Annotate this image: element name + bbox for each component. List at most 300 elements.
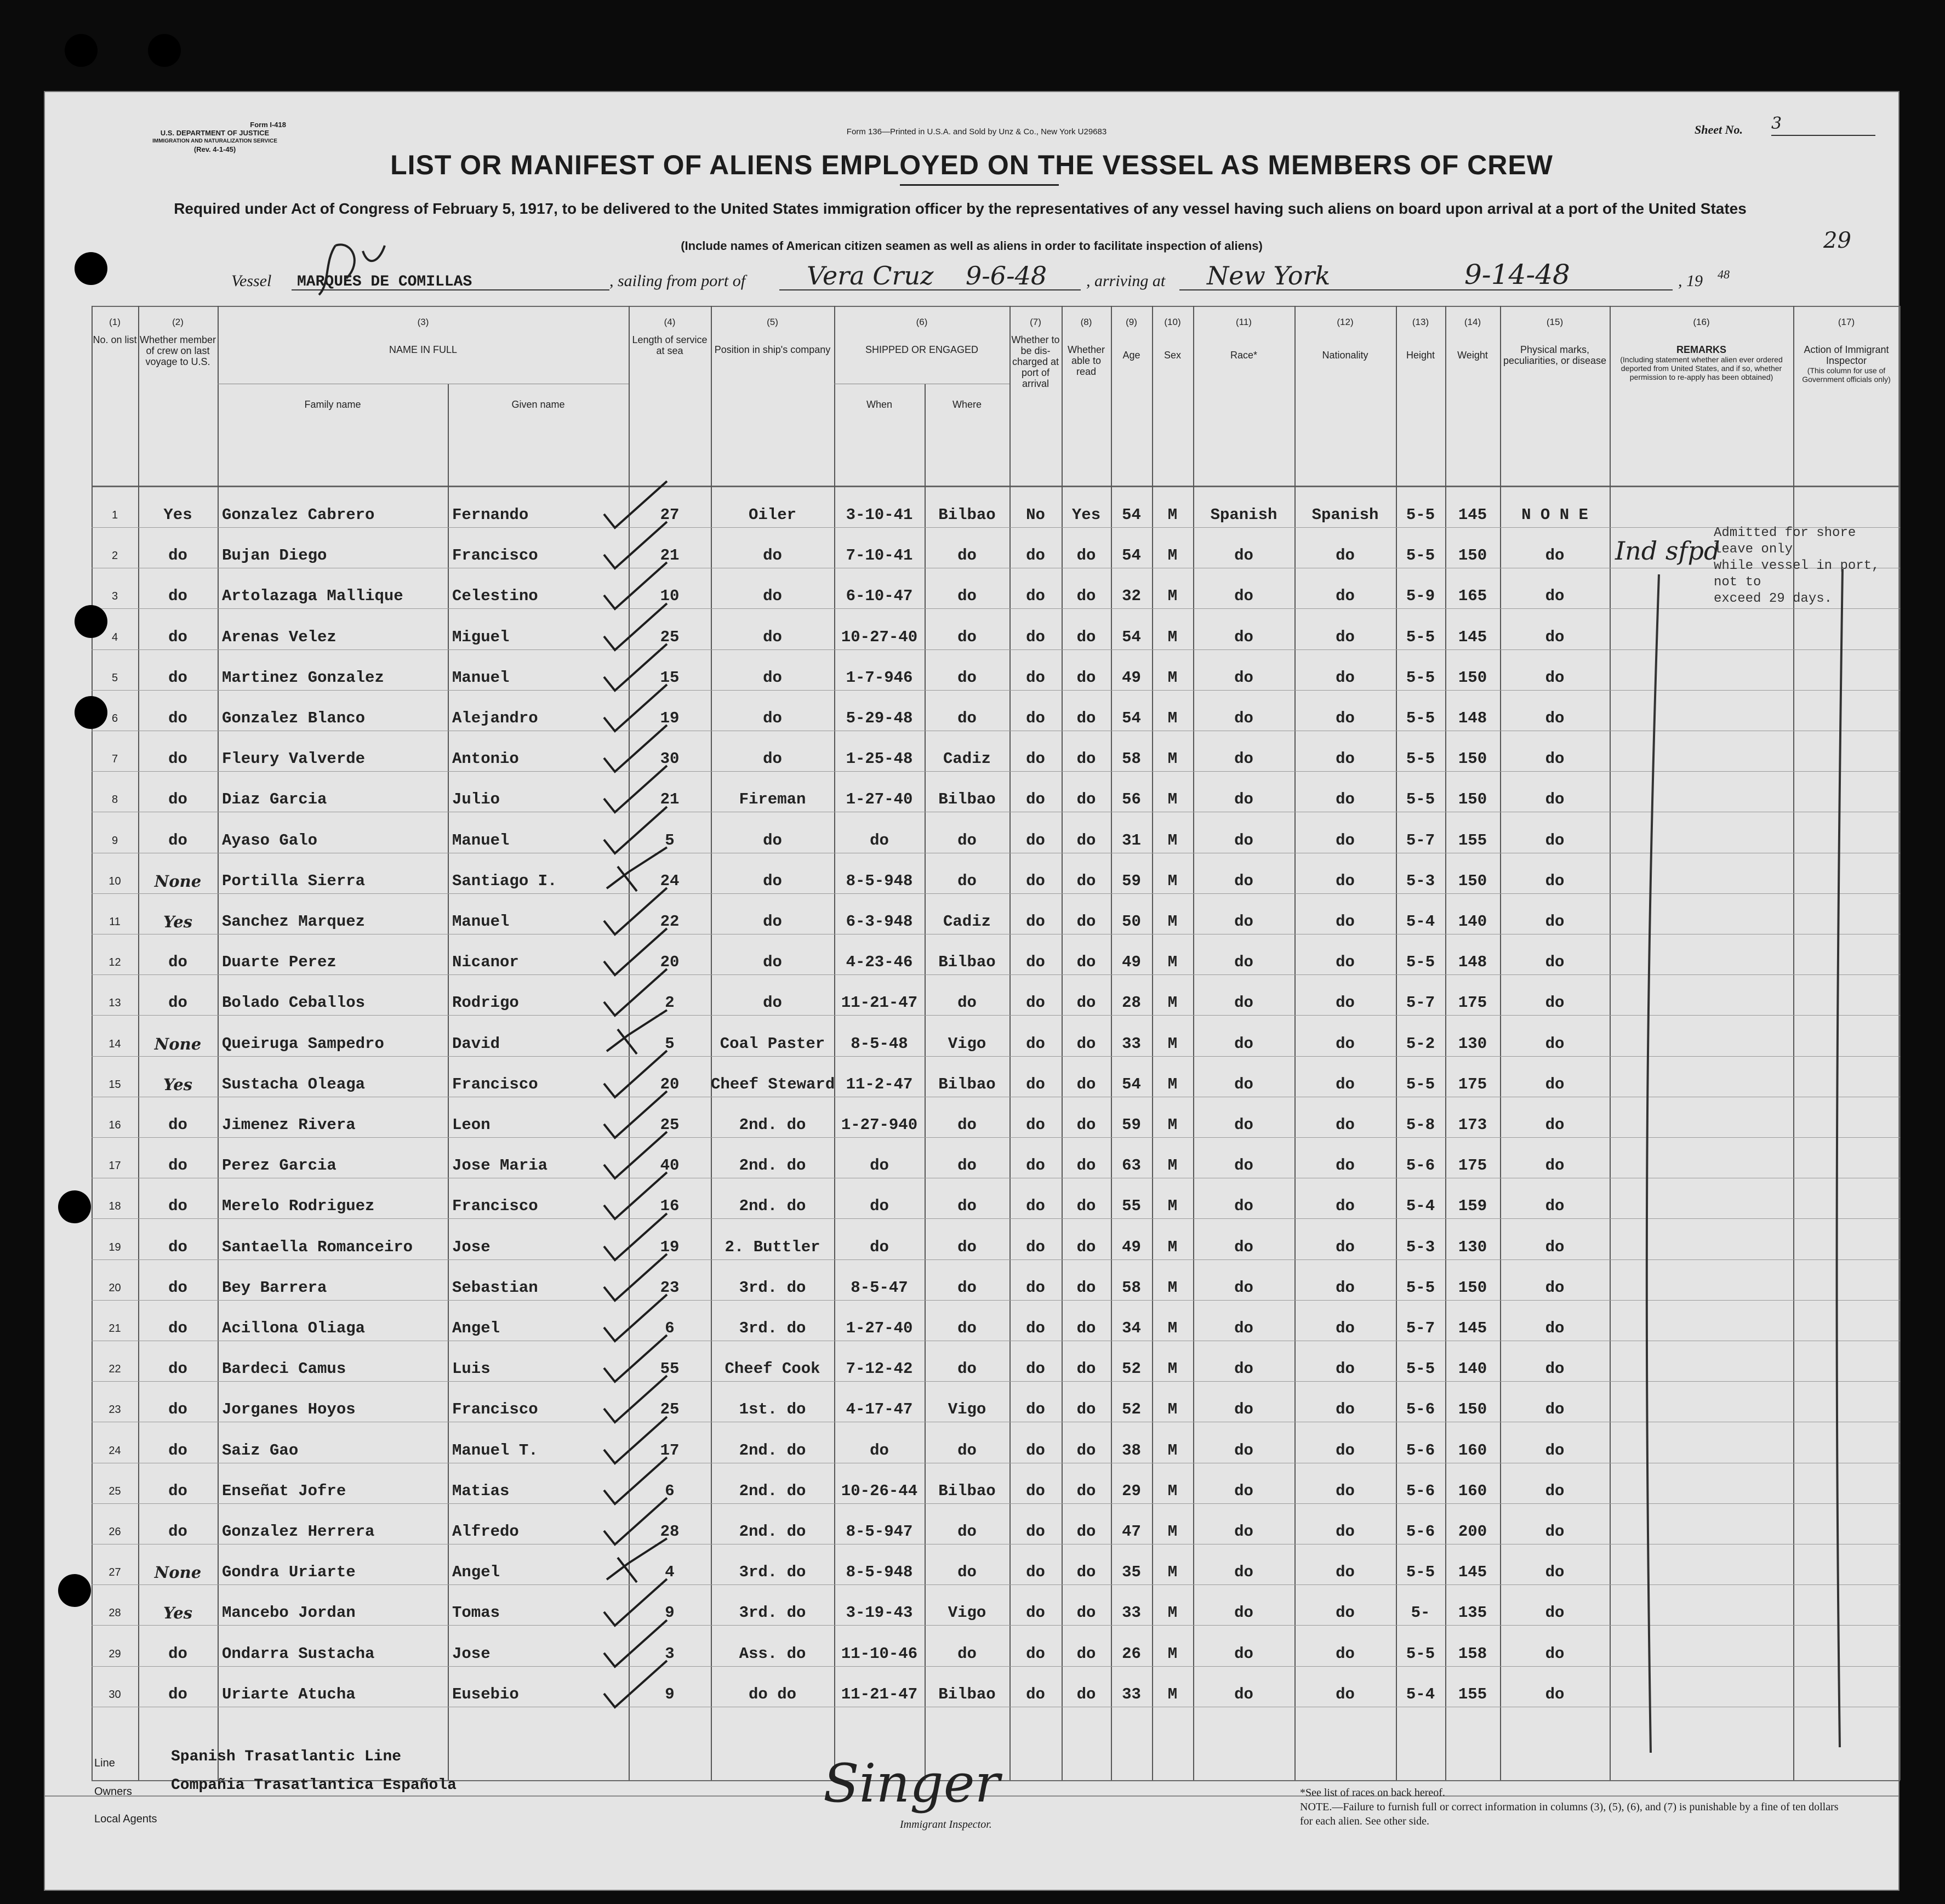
row-13-nationality: do <box>1336 994 1355 1012</box>
row-12-race: do <box>1234 953 1253 972</box>
col-header-no <box>92 317 138 345</box>
row-19-prev: do <box>168 1238 187 1256</box>
row-22-where: do <box>957 1360 977 1378</box>
row-13-weight: 175 <box>1458 994 1487 1012</box>
row-20-read: do <box>1076 1278 1096 1297</box>
manifest-sheet <box>45 92 1898 1890</box>
row-3-prev: do <box>168 587 187 606</box>
row-14-where: Vigo <box>948 1034 986 1053</box>
row-16-age: 59 <box>1122 1116 1141 1134</box>
row-24-position: 2nd. do <box>739 1441 806 1460</box>
row-12-family: Duarte Perez <box>222 953 336 972</box>
row-29-read: do <box>1076 1644 1096 1663</box>
col-num: (14) <box>1464 317 1481 327</box>
row-27-when: 8-5-948 <box>846 1563 913 1582</box>
row-13-prev: do <box>168 994 187 1012</box>
row-10-weight: 150 <box>1458 871 1487 890</box>
col-sublabel: (This column for use of Government officials only) <box>1802 366 1891 384</box>
row-6-no: 6 <box>111 712 118 725</box>
year-suffix: 48 <box>1718 267 1730 281</box>
footer-owners-label: Owners <box>94 1786 132 1798</box>
col-header-inspector <box>1793 317 1900 384</box>
punch-hole <box>75 605 107 638</box>
row-24-marks: do <box>1545 1441 1565 1460</box>
row-6-age: 54 <box>1122 709 1141 727</box>
row-28-position: 3rd. do <box>739 1604 806 1622</box>
sheet-number: 3 <box>1771 114 1782 133</box>
row-14-weight: 130 <box>1458 1034 1487 1053</box>
row-17-age: 63 <box>1122 1156 1141 1175</box>
row-rule <box>92 893 1900 894</box>
col-label: Whether member of crew on last voyage to U.S. <box>139 334 216 367</box>
footer-owners-value: Compañia Trasatlantica Española <box>171 1777 457 1794</box>
row-22-weight: 140 <box>1458 1360 1487 1378</box>
row-27-given: Angel <box>452 1563 500 1582</box>
col-label: Length of service at sea <box>632 334 708 356</box>
row-9-age: 31 <box>1122 831 1141 850</box>
row-13-length: 2 <box>665 994 675 1012</box>
row-27-marks: do <box>1545 1563 1565 1582</box>
row-30-check-mark <box>596 1655 672 1715</box>
row-8-height: 5-5 <box>1406 790 1435 809</box>
row-26-discharged: do <box>1026 1523 1045 1541</box>
row-21-read: do <box>1076 1319 1096 1337</box>
row-18-length: 16 <box>660 1197 680 1216</box>
sheet-number-underline <box>1771 135 1875 136</box>
row-5-discharged: do <box>1026 668 1045 687</box>
row-9-discharged: do <box>1026 831 1045 850</box>
row-10-position: do <box>763 871 782 890</box>
row-25-position: 2nd. do <box>739 1481 806 1500</box>
row-12-position: do <box>763 953 782 972</box>
agency-block <box>144 121 286 153</box>
row-14-position: Coal Paster <box>720 1034 825 1053</box>
year-prefix: , 19 <box>1678 272 1703 290</box>
row-25-no: 25 <box>109 1485 121 1497</box>
row-24-height: 5-6 <box>1406 1441 1435 1460</box>
row-21-no: 21 <box>109 1322 121 1335</box>
printer-line: Form 136—Printed in U.S.A. and Sold by Unz & Co., New York U29683 <box>846 127 1107 136</box>
row-10-marks: do <box>1545 871 1565 890</box>
row-8-discharged: do <box>1026 790 1045 809</box>
inspector-signature: Singer <box>823 1753 1000 1814</box>
row-15-position: Cheef Steward <box>711 1075 835 1093</box>
row-26-age: 47 <box>1122 1523 1141 1541</box>
row-12-marks: do <box>1545 953 1565 972</box>
row-11-given: Manuel <box>452 913 510 931</box>
row-2-position: do <box>763 546 782 565</box>
remarks-line-1: Admitted for shore leave only <box>1714 526 1856 557</box>
row-9-prev: do <box>168 831 187 850</box>
row-27-family: Gondra Uriarte <box>222 1563 356 1582</box>
row-2-marks: do <box>1545 546 1565 565</box>
col-header-family: Family name <box>304 399 361 410</box>
remarks-handwritten: Ind sfpd <box>1615 536 1720 566</box>
row-rule <box>92 1625 1900 1626</box>
row-3-race: do <box>1234 587 1253 606</box>
footer-note-fine: NOTE.—Failure to furnish full or correct information in columns (3), (5), (6), and (7) is punishable by a fine of ten dollars for each alien. See other side. <box>1300 1801 1839 1827</box>
row-20-height: 5-5 <box>1406 1278 1435 1297</box>
agency-line-2: IMMIGRATION AND NATURALIZATION SERVICE <box>152 138 277 144</box>
row-13-no: 13 <box>109 997 121 1010</box>
row-5-age: 49 <box>1122 668 1141 687</box>
row-6-read: do <box>1076 709 1096 727</box>
row-6-discharged: do <box>1026 709 1045 727</box>
row-24-age: 38 <box>1122 1441 1141 1460</box>
row-30-discharged: do <box>1026 1685 1045 1703</box>
row-29-where: do <box>957 1644 977 1663</box>
row-15-read: do <box>1076 1075 1096 1093</box>
row-15-nationality: do <box>1336 1075 1355 1093</box>
row-9-height: 5-7 <box>1406 831 1435 850</box>
footer-line-label: Line <box>94 1757 115 1769</box>
col-num: (9) <box>1126 317 1137 327</box>
row-23-length: 25 <box>660 1400 680 1419</box>
row-11-weight: 140 <box>1458 913 1487 931</box>
col-num: (5) <box>767 317 778 327</box>
row-6-when: 5-29-48 <box>846 709 913 727</box>
row-22-discharged: do <box>1026 1360 1045 1378</box>
vessel-line <box>231 259 1804 294</box>
row-24-length: 17 <box>660 1441 680 1460</box>
row-25-height: 5-6 <box>1406 1481 1435 1500</box>
row-7-family: Fleury Valverde <box>222 750 366 768</box>
row-20-given: Sebastian <box>452 1278 538 1297</box>
row-2-nationality: do <box>1336 546 1355 565</box>
row-24-no: 24 <box>109 1444 121 1457</box>
row-23-prev: do <box>168 1400 187 1419</box>
row-rule <box>92 608 1900 609</box>
col-line <box>448 384 449 1780</box>
row-17-height: 5-6 <box>1406 1156 1435 1175</box>
row-14-given: David <box>452 1034 500 1053</box>
row-26-read: do <box>1076 1523 1096 1541</box>
row-18-read: do <box>1076 1197 1096 1216</box>
row-21-marks: do <box>1545 1319 1565 1337</box>
row-13-when: 11-21-47 <box>841 994 918 1012</box>
row-3-sex: M <box>1167 587 1178 606</box>
row-5-where: do <box>957 668 977 687</box>
row-5-given: Manuel <box>452 668 510 687</box>
row-23-nationality: do <box>1336 1400 1355 1419</box>
row-20-weight: 150 <box>1458 1278 1487 1297</box>
row-rule <box>92 771 1900 772</box>
row-12-discharged: do <box>1026 953 1045 972</box>
arriving-label: , arriving at <box>1086 272 1166 290</box>
row-18-position: 2nd. do <box>739 1197 806 1216</box>
row-3-height: 5-9 <box>1406 587 1435 606</box>
row-rule <box>92 649 1900 650</box>
row-26-family: Gonzalez Herrera <box>222 1523 375 1541</box>
row-rule <box>92 527 1900 528</box>
row-17-family: Perez Garcia <box>222 1156 336 1175</box>
col-num: (11) <box>1236 317 1252 327</box>
row-24-where: do <box>957 1441 977 1460</box>
row-1-position: Oiler <box>748 506 796 524</box>
remarks-line-2: while vessel in port, not to <box>1714 558 1880 590</box>
row-6-family: Gonzalez Blanco <box>222 709 366 727</box>
row-4-no: 4 <box>111 631 118 643</box>
row-10-nationality: do <box>1336 871 1355 890</box>
row-30-no: 30 <box>109 1688 121 1701</box>
row-22-read: do <box>1076 1360 1096 1378</box>
row-24-when: do <box>870 1441 889 1460</box>
row-16-nationality: do <box>1336 1116 1355 1134</box>
row-23-marks: do <box>1545 1400 1565 1419</box>
row-21-when: 1-27-40 <box>846 1319 913 1337</box>
row-1-height: 5-5 <box>1406 506 1435 524</box>
row-28-given: Tomas <box>452 1604 500 1622</box>
row-19-given: Jose <box>452 1238 490 1256</box>
row-rule <box>92 1259 1900 1260</box>
row-18-when: do <box>870 1197 889 1216</box>
row-15-where: Bilbao <box>938 1075 996 1093</box>
row-1-given: Fernando <box>452 506 529 524</box>
row-15-length: 20 <box>660 1075 680 1093</box>
row-28-no: 28 <box>109 1607 121 1620</box>
sailing-label: , sailing from port of <box>609 272 746 290</box>
col-label: Physical marks, peculiarities, or disease <box>1503 344 1607 366</box>
row-4-position: do <box>763 628 782 646</box>
row-19-where: do <box>957 1238 977 1256</box>
row-26-given: Alfredo <box>452 1523 519 1541</box>
row-3-where: do <box>957 587 977 606</box>
row-9-read: do <box>1076 831 1096 850</box>
row-29-weight: 158 <box>1458 1644 1487 1663</box>
col-label: Action of Immigrant Inspector <box>1804 344 1889 366</box>
row-3-position: do <box>763 587 782 606</box>
row-26-when: 8-5-947 <box>846 1523 913 1541</box>
row-16-when: 1-27-940 <box>841 1116 918 1134</box>
row-3-family: Artolazaga Mallique <box>222 587 403 606</box>
row-1-prev: Yes <box>163 506 192 524</box>
row-4-marks: do <box>1545 628 1565 646</box>
sailing-underline <box>779 289 1081 290</box>
row-10-read: do <box>1076 871 1096 890</box>
row-20-position: 3rd. do <box>739 1278 806 1297</box>
row-7-marks: do <box>1545 750 1565 768</box>
row-14-when: 8-5-48 <box>851 1034 908 1053</box>
row-21-discharged: do <box>1026 1319 1045 1337</box>
row-18-prev: do <box>168 1197 187 1216</box>
row-16-read: do <box>1076 1116 1096 1134</box>
row-10-no: 10 <box>109 875 121 887</box>
row-rule <box>92 974 1900 975</box>
row-21-height: 5-7 <box>1406 1319 1435 1337</box>
row-28-sex: M <box>1167 1604 1178 1622</box>
row-rule <box>92 1584 1900 1585</box>
col-label: Position in ship's company <box>714 344 831 355</box>
row-23-no: 23 <box>109 1404 121 1416</box>
punch-hole <box>148 34 181 67</box>
row-9-no: 9 <box>111 834 118 847</box>
row-25-weight: 160 <box>1458 1481 1487 1500</box>
row-27-no: 27 <box>109 1566 121 1579</box>
row-14-nationality: do <box>1336 1034 1355 1053</box>
row-16-position: 2nd. do <box>739 1116 806 1134</box>
row-18-height: 5-4 <box>1406 1197 1435 1216</box>
row-18-discharged: do <box>1026 1197 1045 1216</box>
row-30-prev: do <box>168 1685 187 1703</box>
manifest-subtitle: Required under Act of Congress of February 5, 1917, to be delivered to the United States immigration officer by the representatives of any vessel having such aliens on board upon arrival at a port of the United States <box>174 200 1747 217</box>
col-num: (12) <box>1337 317 1354 327</box>
row-8-position: Fireman <box>739 790 806 809</box>
row-30-sex: M <box>1167 1685 1178 1703</box>
row-30-marks: do <box>1545 1685 1565 1703</box>
row-11-age: 50 <box>1122 913 1141 931</box>
row-1-weight: 145 <box>1458 506 1487 524</box>
row-27-where: do <box>957 1563 977 1582</box>
row-24-prev: do <box>168 1441 187 1460</box>
punch-hole <box>75 696 107 729</box>
row-30-height: 5-4 <box>1406 1685 1435 1703</box>
row-20-nationality: do <box>1336 1278 1355 1297</box>
row-20-when: 8-5-47 <box>851 1278 908 1297</box>
row-22-race: do <box>1234 1360 1253 1378</box>
footer-note-races: *See list of races on back hereof. <box>1300 1787 1445 1799</box>
row-29-discharged: do <box>1026 1644 1045 1663</box>
row-5-weight: 150 <box>1458 668 1487 687</box>
row-1-when: 3-10-41 <box>846 506 913 524</box>
row-24-discharged: do <box>1026 1441 1045 1460</box>
row-20-sex: M <box>1167 1278 1178 1297</box>
row-29-nationality: do <box>1336 1644 1355 1663</box>
row-11-marks: do <box>1545 913 1565 931</box>
row-6-given: Alejandro <box>452 709 538 727</box>
row-11-when: 6-3-948 <box>846 913 913 931</box>
table-header-rule <box>92 486 1900 487</box>
row-27-length: 4 <box>665 1563 675 1582</box>
row-23-family: Jorganes Hoyos <box>222 1400 356 1419</box>
row-16-discharged: do <box>1026 1116 1045 1134</box>
row-3-discharged: do <box>1026 587 1045 606</box>
row-28-read: do <box>1076 1604 1096 1622</box>
col-num: (15) <box>1546 317 1564 327</box>
row-7-given: Antonio <box>452 750 519 768</box>
row-5-race: do <box>1234 668 1253 687</box>
row-27-position: 3rd. do <box>739 1563 806 1582</box>
row-17-given: Jose Maria <box>452 1156 548 1175</box>
row-13-height: 5-7 <box>1406 994 1435 1012</box>
row-1-sex: M <box>1167 506 1178 524</box>
row-2-read: do <box>1076 546 1096 565</box>
row-14-no: 14 <box>109 1037 121 1050</box>
row-25-sex: M <box>1167 1481 1178 1500</box>
row-16-length: 25 <box>660 1116 680 1134</box>
row-5-prev: do <box>168 668 187 687</box>
row-5-height: 5-5 <box>1406 668 1435 687</box>
row-12-height: 5-5 <box>1406 953 1435 972</box>
footer-line-value: Spanish Trasatlantic Line <box>171 1748 402 1765</box>
row-3-nationality: do <box>1336 587 1355 606</box>
row-26-weight: 200 <box>1458 1523 1487 1541</box>
col-num: (16) <box>1693 317 1710 327</box>
row-15-weight: 175 <box>1458 1075 1487 1093</box>
row-13-position: do <box>763 994 782 1012</box>
vessel-label: Vessel <box>231 272 272 290</box>
row-10-length: 24 <box>660 871 680 890</box>
row-19-family: Santaella Romanceiro <box>222 1238 413 1256</box>
row-9-where: do <box>957 831 977 850</box>
ditto-line-remarks <box>1637 569 1670 1758</box>
row-20-prev: do <box>168 1278 187 1297</box>
row-23-when: 4-17-47 <box>846 1400 913 1419</box>
agency-line-1: U.S. DEPARTMENT OF JUSTICE <box>160 129 270 137</box>
row-10-family: Portilla Sierra <box>222 871 366 890</box>
col-header-height <box>1396 317 1445 361</box>
row-22-prev: do <box>168 1360 187 1378</box>
row-21-nationality: do <box>1336 1319 1355 1337</box>
corner-number: 29 <box>1823 228 1851 253</box>
row-24-nationality: do <box>1336 1441 1355 1460</box>
row-29-no: 29 <box>109 1648 121 1660</box>
row-4-discharged: do <box>1026 628 1045 646</box>
row-5-family: Martinez Gonzalez <box>222 668 384 687</box>
row-20-family: Bey Barrera <box>222 1278 327 1297</box>
col-header-sex <box>1152 317 1193 361</box>
row-16-no: 16 <box>109 1119 121 1131</box>
row-27-nationality: do <box>1336 1563 1355 1582</box>
col-sublabel: (Including statement whether alien ever ordered deported from United States, and if so, whether permission to re-apply has been obtained) <box>1620 355 1783 381</box>
row-14-prev: None <box>154 1034 202 1053</box>
row-30-age: 33 <box>1122 1685 1141 1703</box>
row-2-family: Bujan Diego <box>222 546 327 565</box>
row-13-discharged: do <box>1026 994 1045 1012</box>
row-22-sex: M <box>1167 1360 1178 1378</box>
row-25-marks: do <box>1545 1481 1565 1500</box>
row-28-marks: do <box>1545 1604 1565 1622</box>
col-label: Sex <box>1163 350 1182 361</box>
row-rule <box>92 690 1900 691</box>
row-10-sex: M <box>1167 871 1178 890</box>
row-11-height: 5-4 <box>1406 913 1435 931</box>
row-6-length: 19 <box>660 709 680 727</box>
row-4-prev: do <box>168 628 187 646</box>
row-9-length: 5 <box>665 831 675 850</box>
row-4-nationality: do <box>1336 628 1355 646</box>
arriving-underline <box>1179 289 1673 290</box>
row-1-where: Bilbao <box>938 506 996 524</box>
row-6-weight: 148 <box>1458 709 1487 727</box>
row-11-length: 22 <box>660 913 680 931</box>
row-5-length: 15 <box>660 668 680 687</box>
row-2-where: do <box>957 546 977 565</box>
row-17-sex: M <box>1167 1156 1178 1175</box>
col-label: Race* <box>1230 350 1258 361</box>
row-30-weight: 155 <box>1458 1685 1487 1703</box>
row-30-read: do <box>1076 1685 1096 1703</box>
row-2-age: 54 <box>1122 546 1141 565</box>
col-header-marks <box>1500 317 1610 366</box>
row-4-read: do <box>1076 628 1096 646</box>
row-5-sex: M <box>1167 668 1178 687</box>
col-num: (13) <box>1412 317 1429 327</box>
row-14-length: 5 <box>665 1034 675 1053</box>
row-30-family: Uriarte Atucha <box>222 1685 356 1703</box>
row-10-given: Santiago I. <box>452 871 557 890</box>
row-6-race: do <box>1234 709 1253 727</box>
row-9-given: Manuel <box>452 831 510 850</box>
row-17-weight: 175 <box>1458 1156 1487 1175</box>
row-15-sex: M <box>1167 1075 1178 1093</box>
row-25-given: Matias <box>452 1481 510 1500</box>
row-26-no: 26 <box>109 1526 121 1538</box>
row-28-where: Vigo <box>948 1604 986 1622</box>
row-24-race: do <box>1234 1441 1253 1460</box>
row-26-sex: M <box>1167 1523 1178 1541</box>
row-4-age: 54 <box>1122 628 1141 646</box>
col-header-given: Given name <box>511 399 565 410</box>
